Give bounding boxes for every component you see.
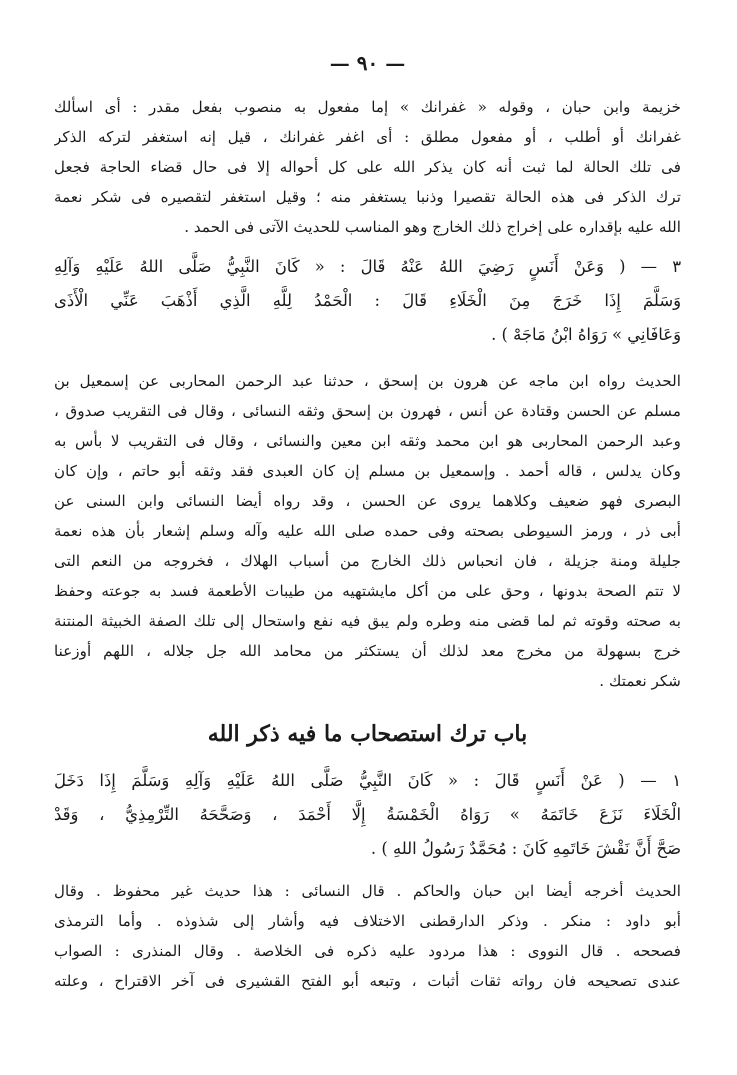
text-line: الله عليه بإقداره على إخراج ذلك الخارج وهو المناسب للحديث الآتى فى الحمد .: [184, 218, 681, 236]
hadith-line: ٣ — ( وَعَنْ أَنَسٍ رَضِيَ اللهُ عَنْهُ قَالَ : « كَانَ النَّبِيُّ صَلَّى اللهُ عَلَيْهِ وَآلِهِ: [54, 257, 681, 276]
text-line: خرج بسهولة من مخرج معد لذلك أن يستكثر من محامد الله جل جلاله ، اللهم أوزعنا: [54, 642, 681, 660]
commentary-paragraph-1: [54, 92, 681, 242]
hadith-1: [54, 764, 681, 866]
page-number: — ٩٠ —: [329, 51, 406, 75]
hadith-line: ١ — ( عَنْ أَنَسٍ قَالَ : « كَانَ النَّبِيُّ صَلَّى اللهُ عَلَيْهِ وَآلِهِ وَسَلَّمَ إِذَا دَخَلَ: [54, 771, 681, 790]
chapter-title: باب ترك استصحاب ما فيه ذكر الله: [207, 721, 528, 747]
text-line: عندى تصحيحه فان رواته ثقات أثبات ، وتبعه أبو الفتح القشيرى فى آخر الاقتراح ، وعلته: [54, 972, 681, 990]
hadith-line: وَسَلَّمَ إِذَا خَرَجَ مِنَ الْخَلَاءِ قَالَ : الْحَمْدُ لِلَّهِ الَّذِي أَذْهَبَ عَنِّي الْأَذَى: [54, 291, 681, 310]
text-line: أبى ذر ، ورمز السيوطى بصحته وفى حمده صلى الله عليه وآله وسلم إشعار بأن هذه نعمة: [54, 522, 681, 540]
text-line: غفرانك أو أطلب ، أو مفعول مطلق : أى اغفر غفرانك ، قيل إنه استغفر لتركه الذكر: [54, 128, 681, 146]
text-line: جليلة ومنة جزيلة ، فان انحباس ذلك الخارج من أسباب الهلاك ، فخروجه من النعم التى: [54, 552, 681, 570]
hadith-line: صَحَّ أَنَّ نَقْشَ خَاتَمِهِ كَانَ : مُحَمَّدٌ رَسُولُ اللهِ ) .: [370, 839, 681, 858]
text-line: لا تتم الصحة بدونها ، وحق على من أكل مايشتهيه من طيبات الأطعمة فسد به جوعته وحفظ: [54, 582, 681, 600]
text-line: ترك الذكر فى هذه الحالة تقصيرا وذنبا يستغفر منه ؛ وقيل استغفر لتقصيره فى شكر نعمة: [54, 188, 681, 206]
text-line: الحديث رواه ابن ماجه عن هرون بن إسحق ، حدثنا عبد الرحمن المحاربى عن إسمعيل بن: [54, 372, 681, 390]
text-line: وعبد الرحمن المحاربى هو ابن محمد وثقه ابن معين والنسائى ، وقال فى التقريب لا بأس به: [54, 432, 681, 450]
text-line: فى تلك الحالة لما ثبت أنه كان يذكر الله على كل أحواله إلا فى حال قضاء الحاجة فجعل: [54, 158, 681, 176]
text-line: فصححه . قال النووى : هذا مردود عليه ذكره فى الخلاصة . وقال المنذرى : الصواب: [54, 942, 681, 960]
text-line: خزيمة وابن حبان ، وقوله « غفرانك » إما مفعول به منصوب بفعل مقدر : أى اسألك: [54, 98, 681, 116]
text-line: أبو داود : منكر . وذكر الدارقطنى الاختلاف فيه وأشار إلى شذوذه . وأما الترمذى: [54, 912, 681, 930]
hadith-line: وَعَافَانِي » رَوَاهُ ابْنُ مَاجَهْ ) .: [491, 325, 681, 344]
commentary-paragraph-2: [54, 366, 681, 696]
commentary-paragraph-3: [54, 876, 681, 996]
hadith-3: [54, 250, 681, 352]
text-line: البصرى فهو ضعيف وكلاهما يروى عن الحسن ، وقد رواه أيضا النسائى وابن السنى عن: [54, 492, 681, 510]
text-line: وكان يدلس ، قاله أحمد . وإسمعيل بن مسلم إن كان العبدى فقد وثقه أبو حاتم ، وإن كان: [54, 462, 681, 480]
text-line: مسلم عن الحسن وقتادة عن أنس ، فهرون بن إسحق وثقه النسائى ، وقال فى التقريب صدوق ،: [54, 402, 681, 420]
text-line: شكر نعمتك .: [599, 672, 681, 690]
text-line: الحديث أخرجه أيضا ابن حبان والحاكم . قال النسائى : هذا حديث غير محفوظ . وقال: [54, 882, 681, 900]
text-line: به صحته وقوته ثم لما قضى منه وطره ولم يبق فيه نفع واستحال إلى تلك الصفة الخبيثة المنتنة: [54, 612, 681, 630]
hadith-line: الْخَلَاءَ نَزَعَ خَاتَمَهُ » رَوَاهُ الْخَمْسَةُ إِلَّا أَحْمَدَ ، وَصَحَّحَهُ التِّرْمِذِيُّ ، وَقَدْ: [54, 805, 681, 824]
